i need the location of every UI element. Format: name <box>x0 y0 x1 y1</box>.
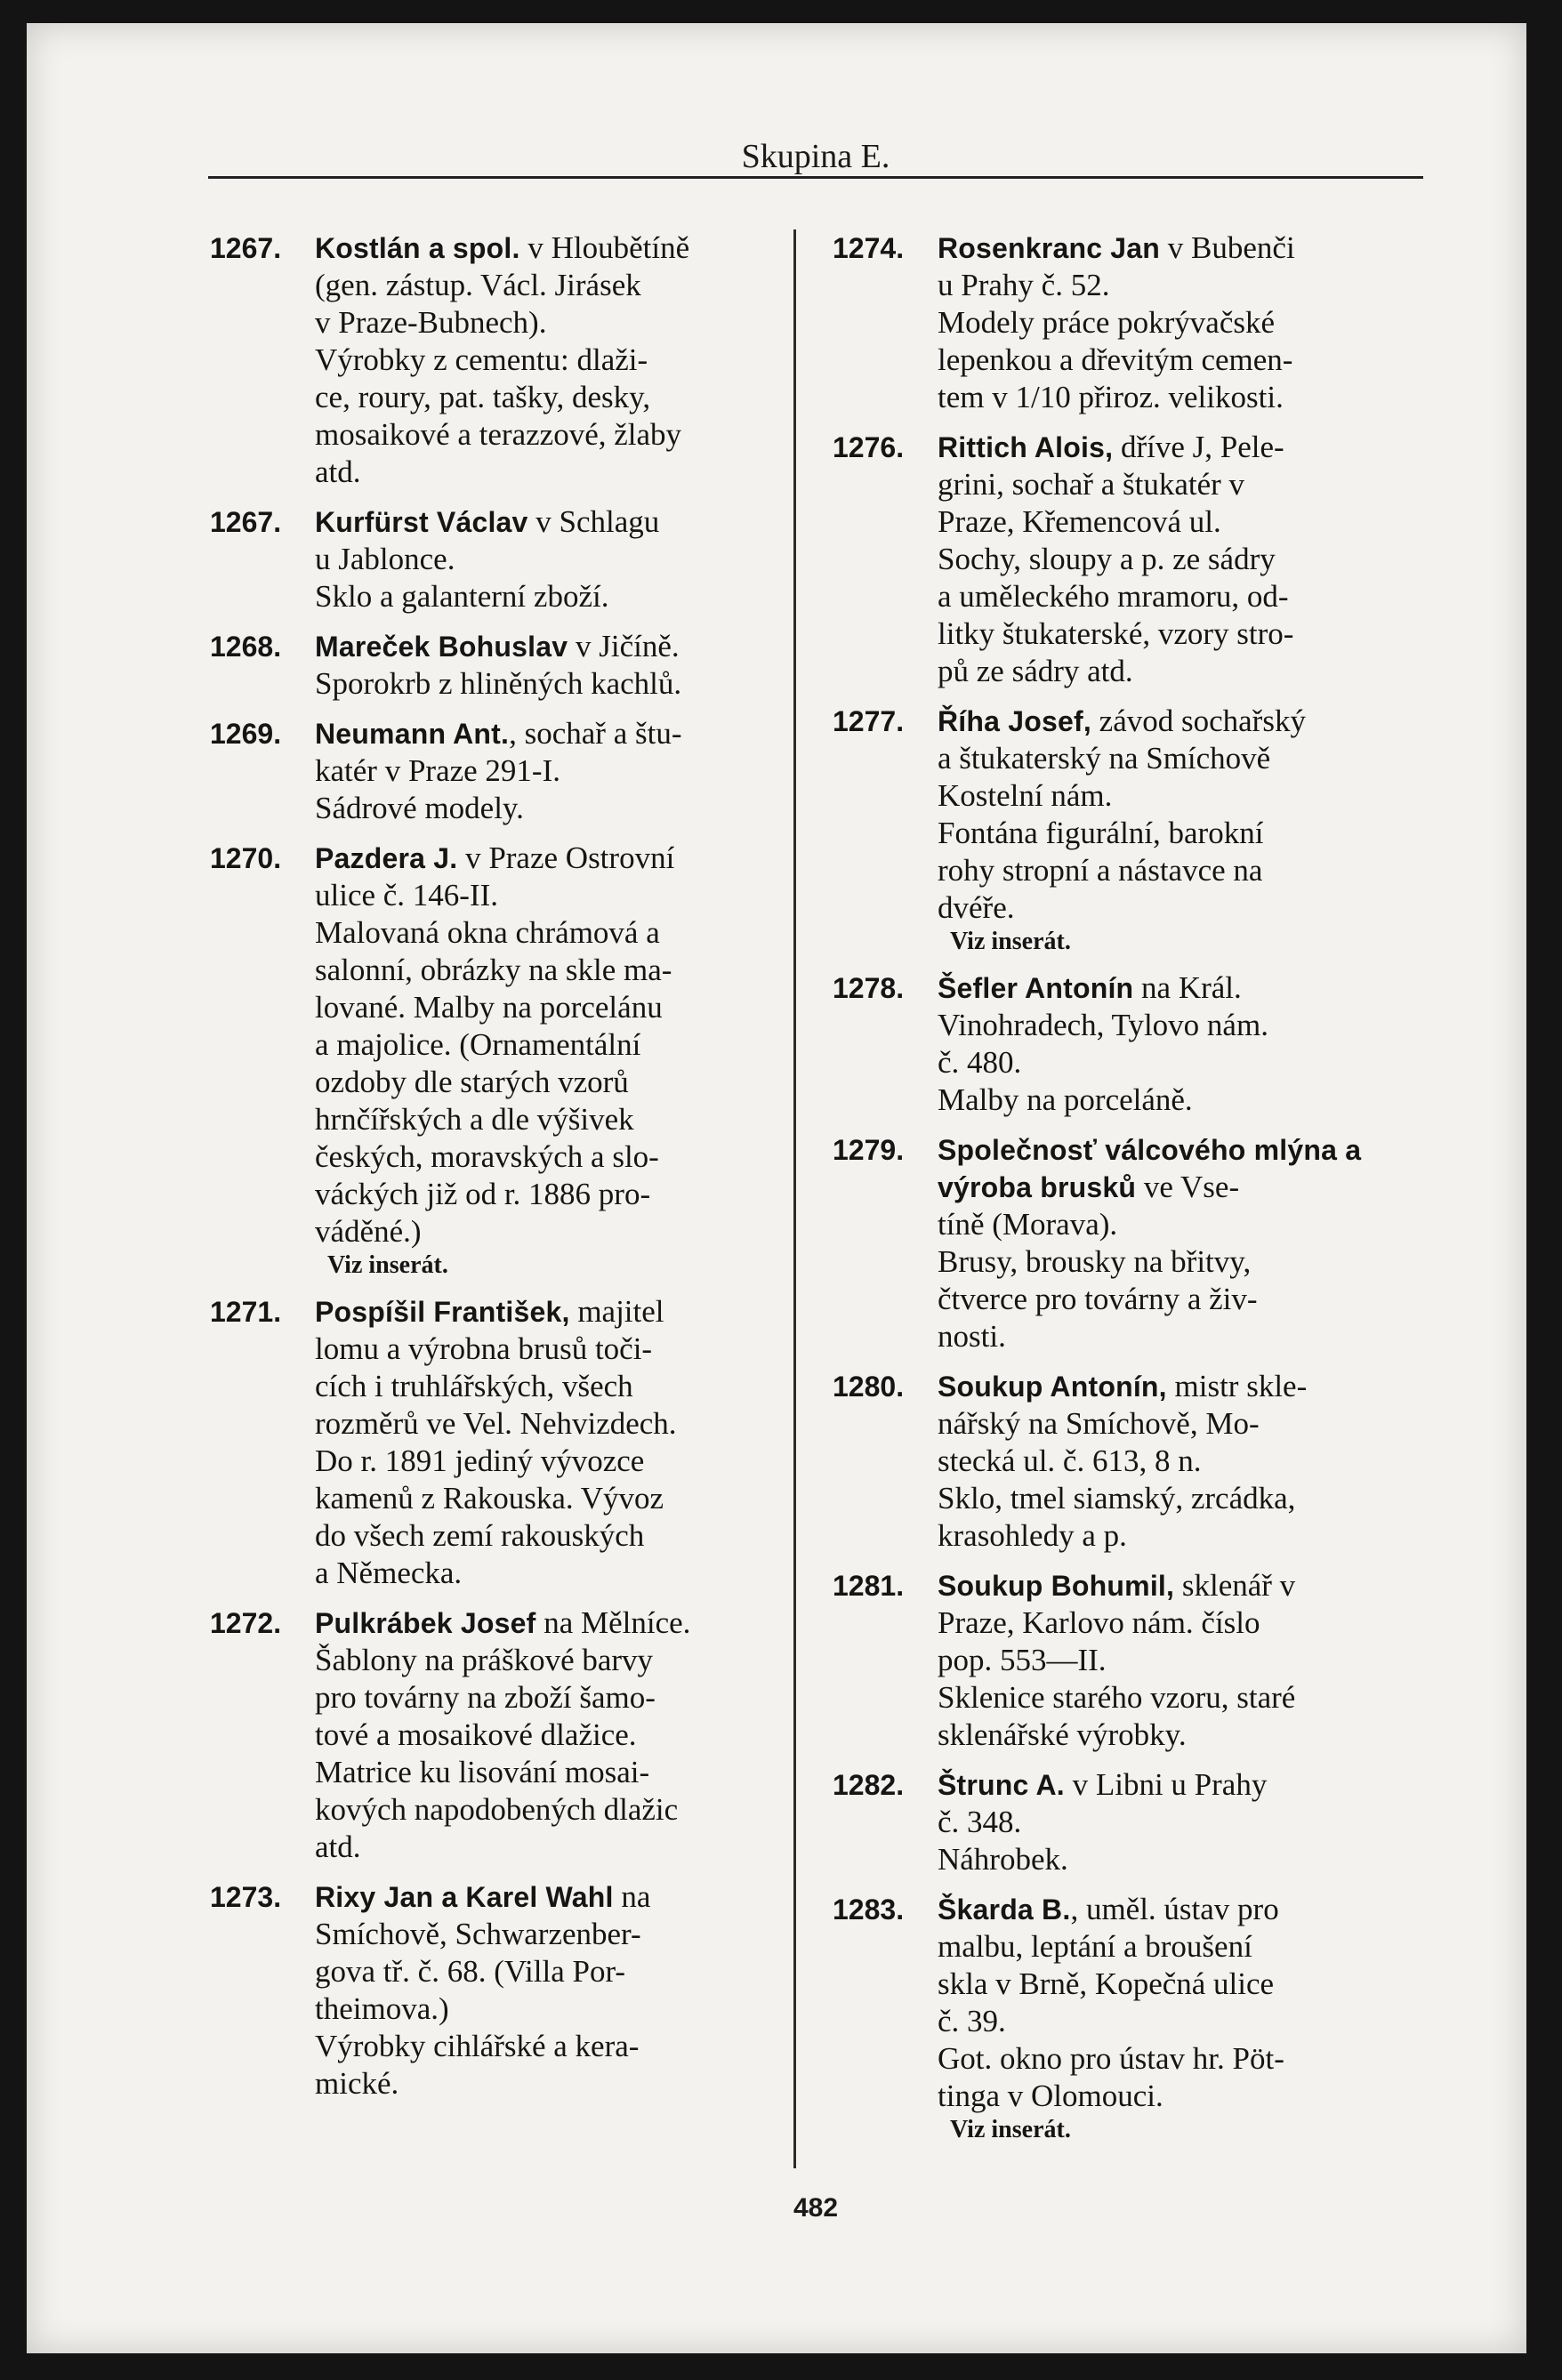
left-column <box>210 229 779 2115</box>
entry-name: Soukup Bohumil, <box>938 1570 1175 1602</box>
entry-body <box>938 1766 1402 1878</box>
entry-text-line: lované. Malby na porcelánu <box>315 990 663 1025</box>
entry-text-line: nosti. <box>938 1319 1006 1354</box>
entry-text-line: mické. <box>315 2066 399 2101</box>
entry-text-line: a štukaterský na Smíchově <box>938 741 1271 776</box>
entry-text-line: nářský na Smíchově, Mo- <box>938 1406 1260 1441</box>
entry-name: Soukup Antonín, <box>938 1371 1167 1403</box>
entry-number: 1280. <box>833 1371 905 1403</box>
entry-text-line: Fontána figurální, barokní <box>938 816 1264 850</box>
entry-text-line: Sklo a galanterní zboží. <box>315 579 609 614</box>
entry-number: 1278. <box>833 972 905 1004</box>
entry-number: 1283. <box>833 1894 905 1926</box>
entry-number: 1271. <box>210 1296 282 1328</box>
entry-text-line: v Jičíně. <box>575 629 680 663</box>
entry-text-line: na Král. <box>1141 970 1242 1005</box>
entry-text-line: Sklo, tmel siamský, zrcádka, <box>938 1481 1296 1516</box>
entry-text-line: atd. <box>315 454 361 489</box>
entry-text-line: Náhrobek. <box>938 1842 1068 1877</box>
entry-text-line: Výrobky cihlářské a kera- <box>315 2029 640 2063</box>
entry-text-line: pů ze sádry atd. <box>938 654 1133 688</box>
entry-text-line: v Schlagu <box>535 504 660 539</box>
entry-text-line: malbu, leptání a broušení <box>938 1929 1252 1964</box>
entry-text-line: theimova.) <box>315 1991 449 2026</box>
entry-name: Neumann Ant. <box>315 718 510 750</box>
entry-body <box>938 1567 1402 1754</box>
entry-text-line: v Praze Ostrovní <box>465 840 675 875</box>
entry-text-line: Modely práce pokrývačské <box>938 305 1276 340</box>
entry-text-line: kových napodobených dlažic <box>315 1792 679 1827</box>
directory-entry <box>210 1293 779 1592</box>
entry-text-line: Malby na porceláně. <box>938 1082 1193 1117</box>
entry-text-line: tové a mosaikové dlažice. <box>315 1717 637 1752</box>
directory-entry <box>210 715 779 827</box>
entry-text-line: sklenář v <box>1181 1568 1296 1603</box>
entry-text-line: dvéře. <box>938 890 1015 925</box>
entry-text-line: Výrobky z cementu: dlaži- <box>315 342 648 377</box>
entry-text-line: pro továrny na zboží šamo- <box>315 1680 656 1715</box>
entry-body <box>938 1368 1402 1555</box>
entry-text-line: , sochař a štu- <box>509 716 682 751</box>
entry-text-line: stecká ul. č. 613, 8 n. <box>938 1443 1202 1478</box>
entry-number: 1282. <box>833 1769 905 1801</box>
entry-number: 1279. <box>833 1134 905 1166</box>
directory-entry <box>833 229 1402 416</box>
entry-text-line: českých, moravských a slo- <box>315 1139 659 1174</box>
entry-text-line: salonní, obrázky na skle ma- <box>315 953 672 987</box>
entry-text-line: tinga v Olomouci. <box>938 2078 1163 2113</box>
entry-body <box>938 969 1402 1119</box>
directory-entry <box>210 1878 779 2103</box>
entry-text-line: č. 39. <box>938 2004 1006 2038</box>
directory-entry <box>210 1604 779 1866</box>
entry-body <box>315 715 779 827</box>
entry-text-line: hrnčířských a dle výšivek <box>315 1102 634 1137</box>
entry-text-line: katér v Praze 291-I. <box>315 753 560 788</box>
directory-entry <box>833 1766 1402 1878</box>
directory-entry <box>210 840 779 1281</box>
entry-text-line: a uměleckého mramoru, od- <box>938 579 1289 614</box>
entry-text-line: Vinohradech, Tylovo nám. <box>938 1008 1268 1042</box>
entry-text-line: v Bubenči <box>1167 230 1295 265</box>
entry-text-line: Matrice ku lisování mosai- <box>315 1755 650 1789</box>
header-rule <box>208 176 1423 179</box>
entry-text-line: Malovaná okna chrámová a <box>315 915 660 950</box>
entry-body <box>938 429 1402 690</box>
right-column <box>833 229 1402 2158</box>
entry-text-line: Brusy, brousky na břitvy, <box>938 1244 1252 1279</box>
entry-text-line: litky štukaterské, vzory stro- <box>938 616 1294 651</box>
entry-name: Pulkrábek Josef <box>315 1607 536 1639</box>
entry-number: 1274. <box>833 232 905 264</box>
entry-name: Rittich Alois, <box>938 431 1114 463</box>
entry-text-line: Praze, Karlovo nám. číslo <box>938 1605 1260 1640</box>
entry-number: 1276. <box>833 431 905 463</box>
entry-number: 1281. <box>833 1570 905 1602</box>
entry-text-line: mosaikové a terazzové, žlaby <box>315 417 682 452</box>
column-divider <box>793 229 796 2168</box>
entry-text-line: Sochy, sloupy a p. ze sádry <box>938 542 1276 576</box>
entry-text-line: Kostelní nám. <box>938 778 1113 813</box>
entry-name: Říha Josef, <box>938 705 1091 737</box>
entry-name: Rixy Jan a Karel Wahl <box>315 1881 614 1913</box>
entry-text-line: ulice č. 146-II. <box>315 878 499 913</box>
entry-text-line: Sporokrb z hliněných kachlů. <box>315 666 682 701</box>
entry-body <box>938 229 1402 416</box>
entry-text-line: atd. <box>315 1829 361 1864</box>
directory-entry <box>833 1567 1402 1754</box>
entry-text-line: čtverce pro továrny a živ- <box>938 1282 1258 1316</box>
entry-body <box>938 703 1402 957</box>
entry-body <box>315 1293 779 1592</box>
entry-text-line: ozdoby dle starých vzorů <box>315 1065 629 1099</box>
entry-text-line: lomu a výrobna brusů toči- <box>315 1331 653 1366</box>
entry-text-line: gova tř. č. 68. (Villa Por- <box>315 1954 626 1989</box>
entry-text-line: č. 348. <box>938 1805 1022 1839</box>
directory-entry <box>210 503 779 615</box>
see-advert-note: Viz inserát. <box>950 2116 1071 2143</box>
entry-number: 1268. <box>210 631 282 663</box>
entry-text-line: a majolice. (Ornamentální <box>315 1027 641 1062</box>
entry-name: Šefler Antonín <box>938 972 1134 1004</box>
entry-text-line: Smíchově, Schwarzenber- <box>315 1917 641 1951</box>
entry-text-line: skla v Brně, Kopečná ulice <box>938 1966 1275 2001</box>
entry-name: Společnosť válcového mlýna a výroba brusků <box>938 1134 1362 1203</box>
directory-entry <box>833 703 1402 957</box>
entry-text-line: u Jablonce. <box>315 542 455 576</box>
entry-text-line: v Hloubětíně <box>527 230 690 265</box>
entry-text-line: v Praze-Bubnech). <box>315 305 547 340</box>
entry-text-line: Sklenice starého vzoru, staré <box>938 1680 1296 1715</box>
entry-text-line: ve Vse- <box>1143 1170 1240 1204</box>
entry-number: 1277. <box>833 705 905 737</box>
entry-name: Škarda B. <box>938 1894 1071 1926</box>
entry-body <box>315 229 779 491</box>
entry-text-line: (gen. zástup. Václ. Jirásek <box>315 268 641 302</box>
entry-text-line: mistr skle- <box>1174 1369 1308 1403</box>
entry-text-line: krasohledy a p. <box>938 1518 1127 1553</box>
entry-text-line: na <box>621 1879 651 1914</box>
entry-text-line: váděné.) <box>315 1214 422 1249</box>
entry-text-line: na Mělníce. <box>543 1605 691 1640</box>
entry-text-line: dříve J, Pele- <box>1120 430 1284 464</box>
entry-number: 1270. <box>210 842 282 874</box>
entry-text-line: do všech zemí rakouských <box>315 1518 645 1553</box>
entry-text-line: u Prahy č. 52. <box>938 268 1110 302</box>
entry-text-line: Sádrové modely. <box>315 791 524 825</box>
entry-text-line: váckých již od r. 1886 pro- <box>315 1177 651 1211</box>
entry-text-line: rozměrů ve Vel. Nehvizdech. <box>315 1406 677 1441</box>
entry-number: 1273. <box>210 1881 282 1913</box>
directory-entry <box>833 429 1402 690</box>
entry-body <box>315 503 779 615</box>
entry-text-line: , uměl. ústav pro <box>1070 1892 1279 1926</box>
directory-entry <box>833 1891 1402 2145</box>
entry-text-line: č. 480. <box>938 1045 1022 1080</box>
entry-name: Mareček Bohuslav <box>315 631 568 663</box>
entry-name: Pospíšil František, <box>315 1296 570 1328</box>
entry-text-line: tíně (Morava). <box>938 1207 1118 1242</box>
entry-number: 1267. <box>210 232 282 264</box>
entry-text-line: rohy stropní a nástavce na <box>938 853 1263 888</box>
entry-body <box>315 840 779 1281</box>
entry-text-line: závod sochařský <box>1099 704 1306 738</box>
entry-number: 1269. <box>210 718 282 750</box>
entry-body <box>315 1878 779 2103</box>
entry-text-line: majitel <box>577 1294 664 1329</box>
entry-text-line: cích i truhlářských, všech <box>315 1369 633 1403</box>
entry-name: Rosenkranc Jan <box>938 232 1161 264</box>
entry-name: Pazdera J. <box>315 842 458 874</box>
directory-entry <box>833 1368 1402 1555</box>
entry-name: Kostlán a spol. <box>315 232 520 264</box>
page-number: 482 <box>793 2193 839 2223</box>
directory-entry <box>833 969 1402 1119</box>
directory-entry <box>833 1131 1402 1355</box>
directory-entry <box>210 628 779 703</box>
see-advert-note: Viz inserát. <box>327 1251 448 1279</box>
entry-text-line: tem v 1/10 přiroz. velikosti. <box>938 380 1284 414</box>
entry-body <box>315 1604 779 1866</box>
entry-text-line: ce, roury, pat. tašky, desky, <box>315 380 651 414</box>
entry-text-line: a Německa. <box>315 1556 463 1590</box>
directory-entry <box>210 229 779 491</box>
entry-text-line: Got. okno pro ústav hr. Pöt- <box>938 2041 1284 2076</box>
entry-text-line: Šablony na práškové barvy <box>315 1643 654 1677</box>
entry-text-line: grini, sochař a štukatér v <box>938 467 1245 502</box>
entry-text-line: pop. 553—II. <box>938 1643 1107 1677</box>
entry-name: Štrunc A. <box>938 1769 1065 1801</box>
entry-body <box>938 1131 1402 1355</box>
see-advert-note: Viz inserát. <box>950 928 1071 955</box>
entry-number: 1267. <box>210 506 282 538</box>
document-page <box>27 23 1526 2353</box>
entry-number: 1272. <box>210 1607 282 1639</box>
entry-text-line: kamenů z Rakouska. Vývoz <box>315 1481 664 1516</box>
entry-text-line: v Libni u Prahy <box>1072 1767 1268 1802</box>
entry-name: Kurfürst Václav <box>315 506 528 538</box>
entry-body <box>938 1891 1402 2145</box>
page-header: Skupina E. <box>741 138 890 175</box>
entry-text-line: sklenářské výrobky. <box>938 1717 1187 1752</box>
entry-text-line: lepenkou a dřevitým cemen- <box>938 342 1293 377</box>
entry-text-line: Do r. 1891 jediný vývozce <box>315 1443 645 1478</box>
entry-body <box>315 628 779 703</box>
entry-text-line: Praze, Křemencová ul. <box>938 504 1221 539</box>
